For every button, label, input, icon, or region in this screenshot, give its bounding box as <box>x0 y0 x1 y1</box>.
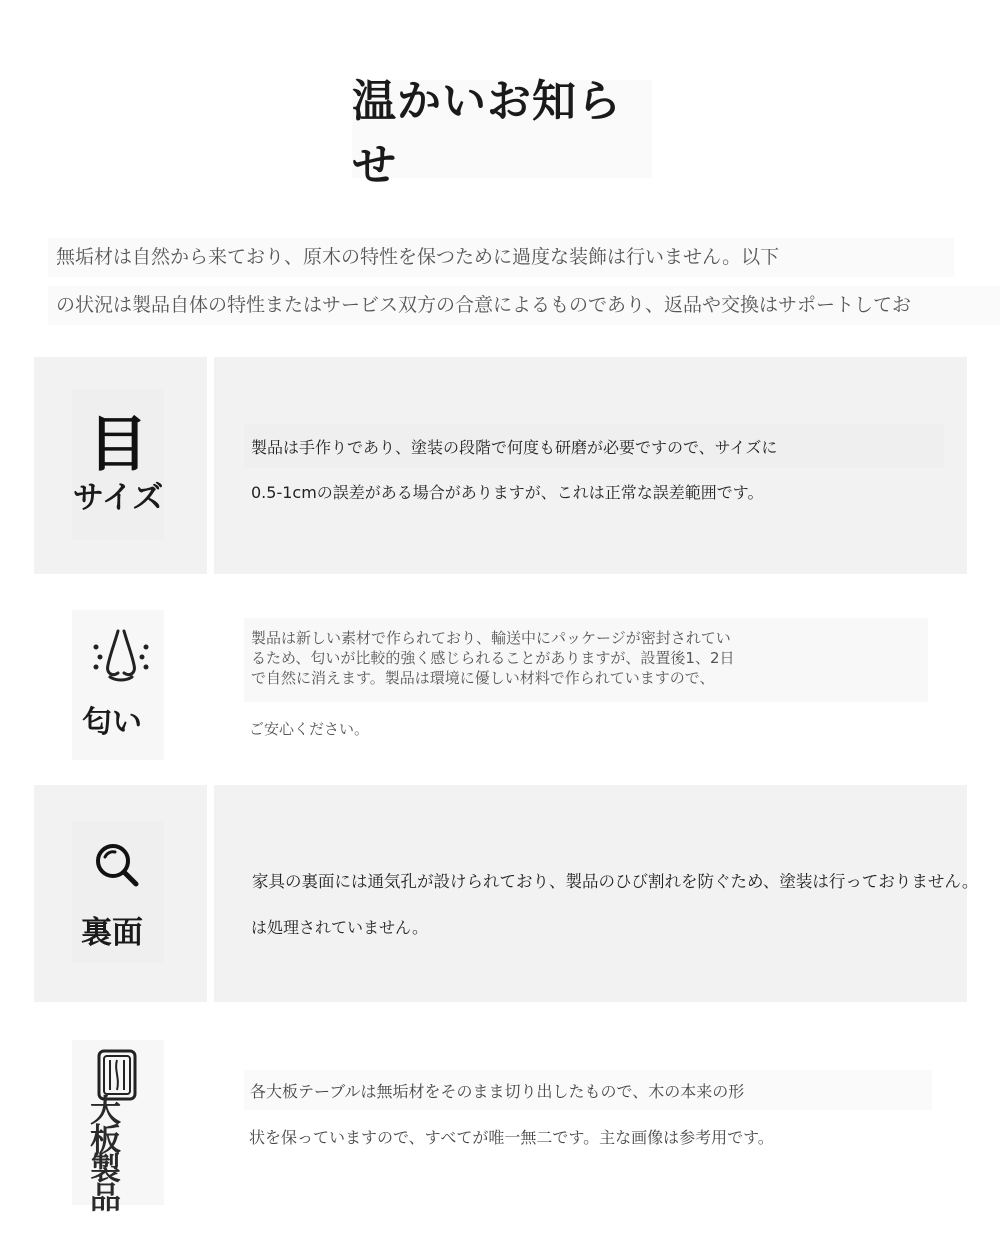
smell-text-line-3: で自然に消えます。製品は環境に優しい材料で作られていますので、 <box>251 669 715 687</box>
magnifier-icon <box>94 842 140 888</box>
size-label: サイズ <box>72 479 164 516</box>
intro-line-1: 無垢材は自然から来ており、原木の特性を保つために過度な装飾は行いません。以下 <box>48 238 954 277</box>
smell-label: 匂い <box>82 705 142 740</box>
size-text-line-1: 製品は手作りであり、塗装の段階で何度も研磨が必要ですので、サイズに <box>251 438 778 457</box>
smell-text-line-4: ご安心ください。 <box>249 720 370 738</box>
size-text-line-2: 0.5-1cmの誤差がある場合がありますが、これは正常な誤差範囲です。 <box>251 483 764 502</box>
nose-smell-icon <box>88 625 154 685</box>
intro-line-2: の状況は製品自体の特性またはサービス双方の合意によるものであり、返品や交換はサポートしてお <box>48 286 1000 325</box>
back-text-line-2: は処理されていません。 <box>251 918 428 937</box>
page-title: 温かいお知らせ <box>352 76 622 191</box>
size-icon-tile <box>72 390 164 540</box>
smell-text-line-1: 製品は新しい素材で作られており、輸送中にパッケージが密封されてい <box>251 629 731 647</box>
back-text-panel <box>214 785 967 1002</box>
smell-text-line-2: るため、匂いが比較的強く感じられることがありますが、設置後1、2日 <box>251 649 735 667</box>
back-text-line-1: 家具の裏面には通気孔が設けられており、製品のひび割れを防ぐため、塗装は行っておりません。 <box>252 872 979 891</box>
eye-kanji-icon: 目 <box>88 409 148 480</box>
slab-text-line-1: 各大板テーブルは無垢材をそのまま切り出したもので、木の本来の形 <box>250 1082 745 1101</box>
back-label: 裏面 <box>81 915 143 951</box>
slab-text-line-2: 状を保っていますので、すべてが唯一無二です。主な画像は参考用です。 <box>249 1128 774 1147</box>
title-box <box>352 76 652 191</box>
slab-label: 大板製品 <box>84 1094 120 1210</box>
